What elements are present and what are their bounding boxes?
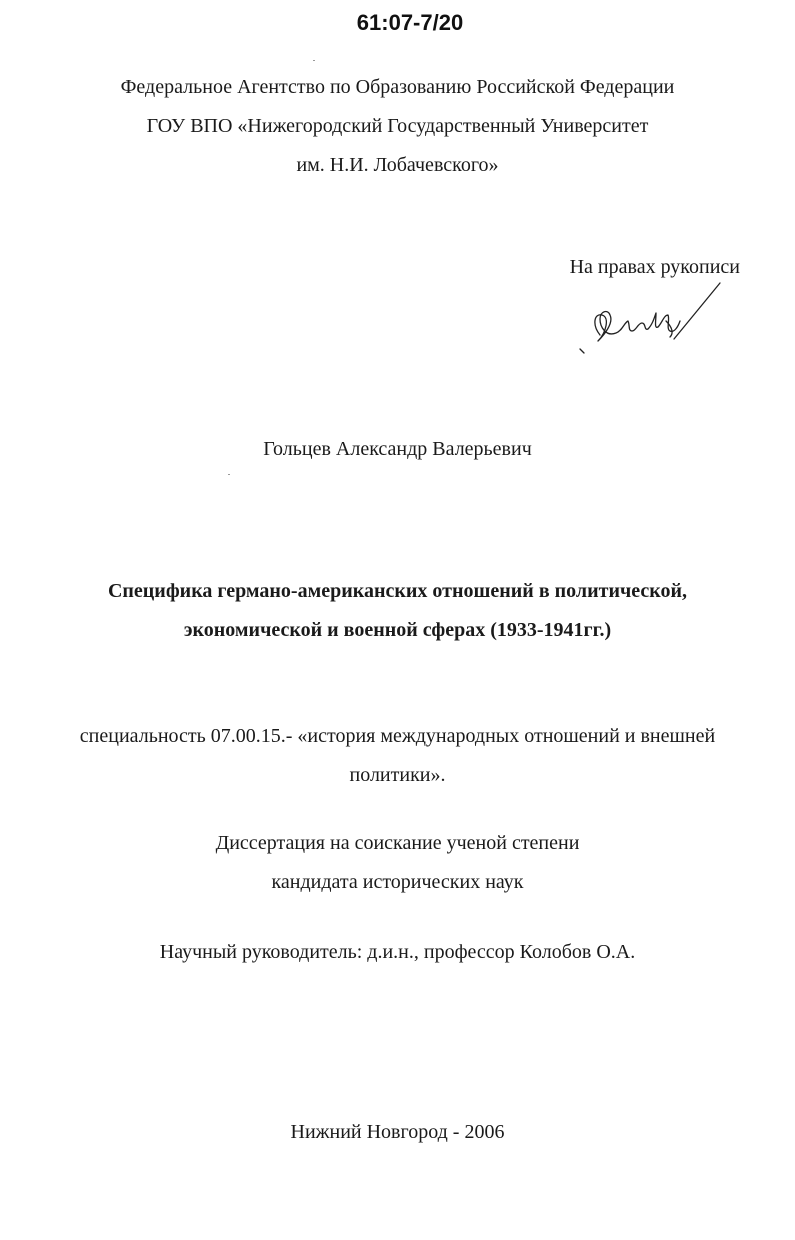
manuscript-note: На правах рукописи — [569, 256, 740, 278]
author-name: Гольцев Александр Валерьевич — [263, 438, 532, 460]
handwritten-signature — [570, 275, 730, 365]
degree-line2: кандидата исторических наук — [271, 871, 524, 893]
specialty-line2: политики». — [349, 764, 446, 786]
degree-line1: Диссертация на соискание ученой степени — [215, 832, 580, 854]
scan-speck — [228, 474, 230, 475]
thesis-title-line1: Специфика германо-американских отношений в политической, — [107, 580, 688, 602]
thesis-title-line2: экономической и военной сферах (1933-1941гг.) — [183, 619, 612, 641]
scientific-supervisor: Научный руководитель: д.и.н., профессор Колобов О.А. — [159, 941, 636, 963]
place-and-year: Нижний Новгород - 2006 — [290, 1121, 505, 1143]
header-university-name: им. Н.И. Лобачевского» — [296, 154, 499, 176]
header-university: ГОУ ВПО «Нижегородский Государственный Университет — [146, 115, 649, 137]
scan-speck — [313, 60, 315, 61]
archive-stamp: 61:07-7/20 — [356, 10, 464, 35]
specialty-line1: специальность 07.00.15.- «история международных отношений и внешней — [79, 725, 716, 747]
header-agency: Федеральное Агентство по Образованию Российской Федерации — [120, 76, 675, 98]
